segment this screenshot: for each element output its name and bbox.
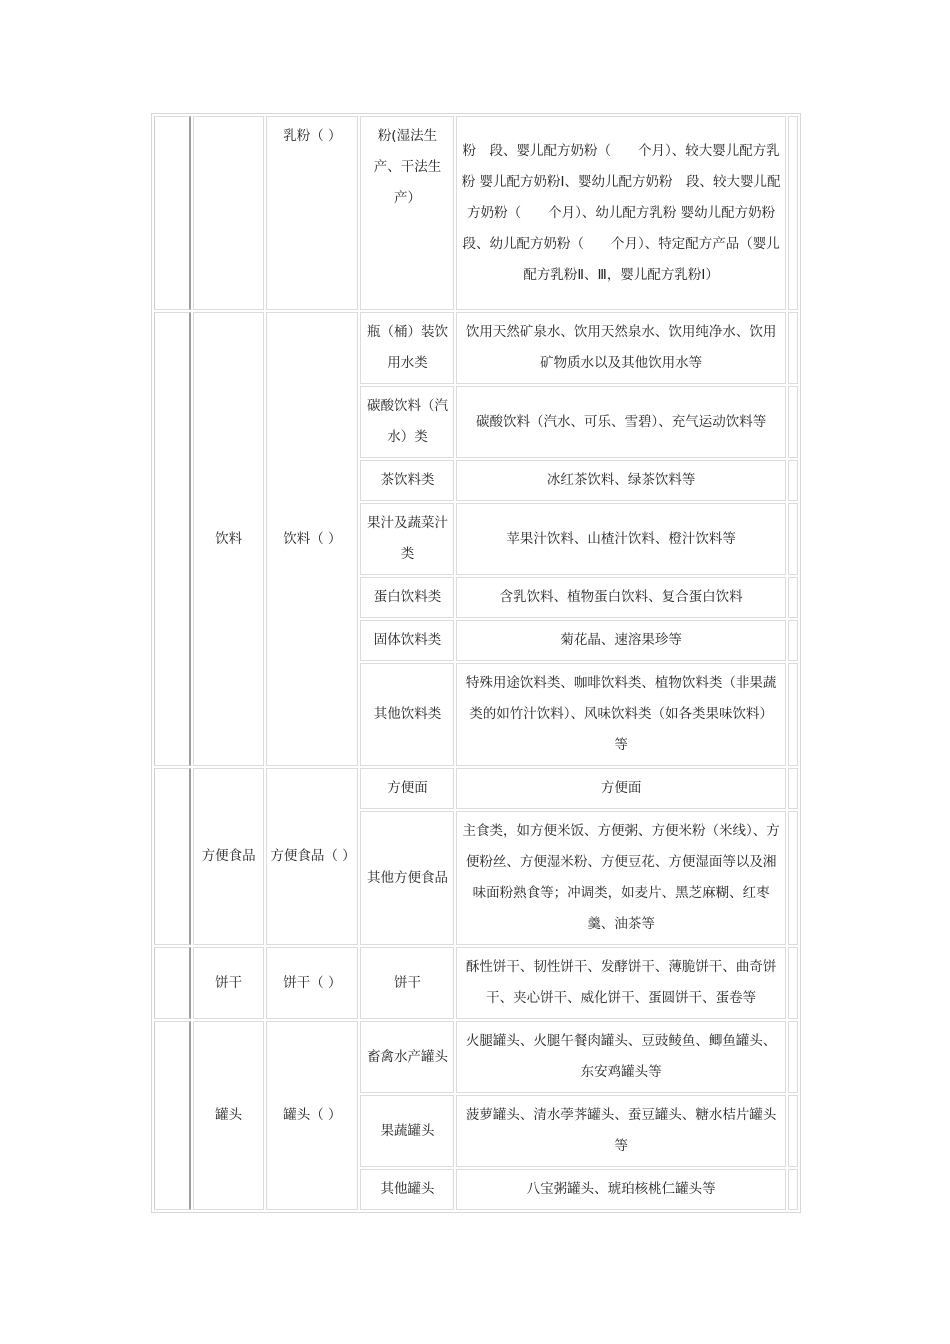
edge-cell (788, 312, 798, 384)
detail-cell: 火腿罐头、火腿午餐肉罐头、豆豉鲮鱼、鲫鱼罐头、东安鸡罐头等 (456, 1021, 785, 1093)
subcategory-cell: 饼干 (360, 947, 454, 1019)
category-cell: 饮料 (193, 312, 265, 766)
edge-cell (788, 1095, 798, 1167)
subcategory-cell: 其他罐头 (360, 1169, 454, 1210)
category-cell: 饼干 (193, 947, 265, 1019)
detail-cell: 饮用天然矿泉水、饮用天然泉水、饮用纯净水、饮用矿物质水以及其他饮用水等 (456, 312, 785, 384)
detail-cell: 碳酸饮料（汽水、可乐、雪碧）、充气运动饮料等 (456, 386, 785, 458)
unit-cell: 方便食品（ ） (266, 768, 358, 945)
detail-cell: 菠萝罐头、清水荸荠罐头、蚕豆罐头、糖水桔片罐头 等 (456, 1095, 785, 1167)
unit-cell: 罐头（ ） (266, 1021, 358, 1210)
table-row (154, 116, 798, 310)
row-index-cell (154, 116, 191, 310)
edge-cell (788, 503, 798, 575)
subcategory-cell: 其他饮料类 (360, 663, 454, 766)
detail-cell: 酥性饼干、韧性饼干、发酵饼干、薄脆饼干、曲奇饼干、夹心饼干、威化饼干、蛋圆饼干、蛋卷等 (456, 947, 785, 1019)
edge-cell (788, 460, 798, 501)
unit-cell: 乳粉（ ） (266, 116, 358, 310)
detail-cell: 特殊用途饮料类、咖啡饮料类、植物饮料类（非果蔬类的如竹汁饮料）、风味饮料类（如各类果味饮料） 等 (456, 663, 785, 766)
detail-cell: 冰红茶饮料、绿茶饮料等 (456, 460, 785, 501)
row-index-cell (154, 1021, 191, 1210)
subcategory-cell: 茶饮料类 (360, 460, 454, 501)
edge-cell (788, 947, 798, 1019)
unit-cell: 饼干（ ） (266, 947, 358, 1019)
row-index-cell (154, 947, 191, 1019)
unit-cell: 饮料（ ） (266, 312, 358, 766)
food-category-table-container (151, 113, 801, 1213)
subcategory-cell: 畜禽水产罐头 (360, 1021, 454, 1093)
detail-cell: 八宝粥罐头、琥珀核桃仁罐头等 (456, 1169, 785, 1210)
subcategory-cell: 其他方便食品 (360, 811, 454, 945)
detail-cell: 苹果汁饮料、山楂汁饮料、橙汁饮料等 (456, 503, 785, 575)
row-index-cell (154, 768, 191, 945)
subcategory-cell: 果汁及蔬菜汁类 (360, 503, 454, 575)
detail-cell: 含乳饮料、植物蛋白饮料、复合蛋白饮料 (456, 577, 785, 618)
subcategory-cell: 固体饮料类 (360, 620, 454, 661)
subcategory-cell: 碳酸饮料（汽水）类 (360, 386, 454, 458)
category-cell: 方便食品 (193, 768, 265, 945)
row-index-cell (154, 312, 191, 766)
detail-cell: 粉 段、婴儿配方奶粉（ 个月）、较大婴儿配方乳粉 婴儿配方奶粉Ⅰ、婴幼儿配方奶粉 段、较大婴儿配方奶粉（ 个月）、幼儿配方乳粉 婴幼儿配方奶粉 段、幼儿配方奶粉（ 个月）、特定配方产品（婴儿配方乳粉Ⅱ、Ⅲ，婴儿配方乳粉Ⅰ） (456, 116, 785, 310)
edge-cell (788, 620, 798, 661)
table-row (154, 768, 798, 809)
category-cell: 罐头 (193, 1021, 265, 1210)
table-row (154, 947, 798, 1019)
detail-cell: 菊花晶、速溶果珍等 (456, 620, 785, 661)
subcategory-cell: 方便面 (360, 768, 454, 809)
edge-cell (788, 1169, 798, 1210)
food-category-table (151, 113, 801, 1213)
edge-cell (788, 577, 798, 618)
subcategory-cell: 果蔬罐头 (360, 1095, 454, 1167)
edge-cell (788, 116, 798, 310)
edge-cell (788, 1021, 798, 1093)
category-cell (193, 116, 265, 310)
subcategory-cell: 粉(湿法生产、干法生产） (360, 116, 454, 310)
edge-cell (788, 768, 798, 809)
edge-cell (788, 811, 798, 945)
table-row (154, 1021, 798, 1093)
edge-cell (788, 663, 798, 766)
detail-cell: 主食类，如方便米饭、方便粥、方便米粉（米线）、方便粉丝、方便湿米粉、方便豆花、方便湿面等以及湘味面粉熟食等；冲调类，如麦片、黑芝麻糊、红枣羹、油茶等 (456, 811, 785, 945)
detail-cell: 方便面 (456, 768, 785, 809)
edge-cell (788, 386, 798, 458)
subcategory-cell: 蛋白饮料类 (360, 577, 454, 618)
table-row (154, 312, 798, 384)
subcategory-cell: 瓶（桶）装饮用水类 (360, 312, 454, 384)
